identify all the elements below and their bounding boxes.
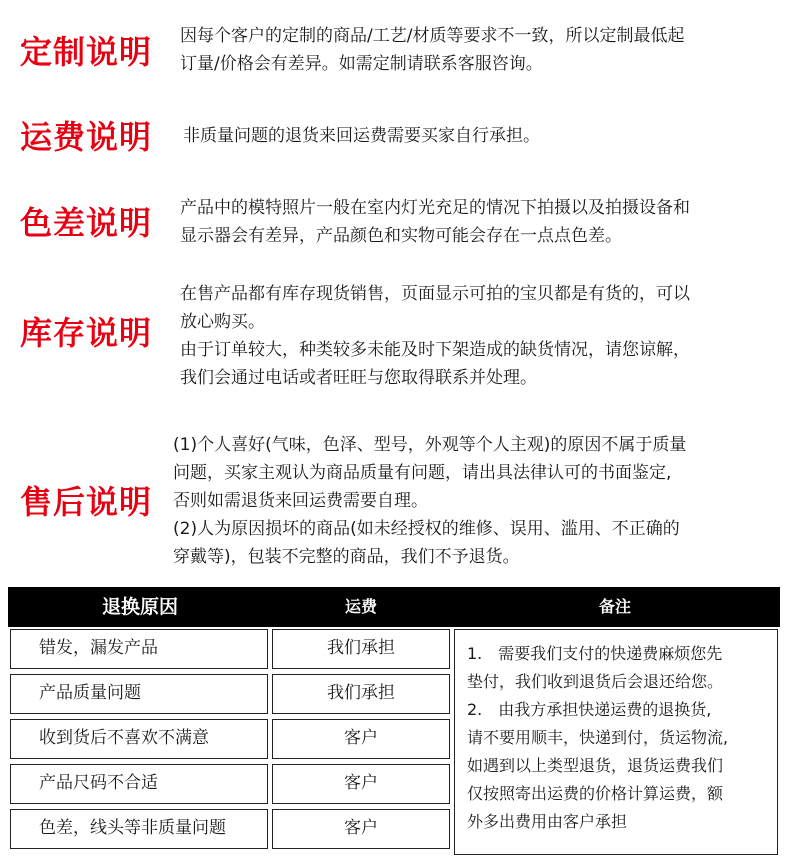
reason-cell: 色差，线头等非质量问题 <box>10 809 268 849</box>
table-row <box>8 809 450 853</box>
table-header <box>8 587 780 627</box>
section-text-stock <box>180 280 690 392</box>
text-line: 在售产品都有库存现货销售，页面显示可拍的宝贝都是有货的，可以 <box>180 284 690 304</box>
section-title-shipping: 运费说明 <box>20 118 153 156</box>
section-title-aftersale: 售后说明 <box>20 483 153 521</box>
reason-cell: 错发，漏发产品 <box>10 629 268 669</box>
section-text-custom <box>180 22 684 78</box>
section-text-aftersale <box>173 431 686 571</box>
section-title-custom: 定制说明 <box>20 33 153 71</box>
fee-cell: 客户 <box>272 809 450 849</box>
text-line: 问题，买家主观认为商品质量有问题，请出具法律认可的书面鉴定, <box>173 463 672 483</box>
note-line: 仅按照寄出运费的价格计算运费，额 <box>467 784 724 803</box>
text-line: 穿戴等)，包装不完整的商品，我们不予退货。 <box>173 547 520 567</box>
fee-cell: 我们承担 <box>272 629 450 669</box>
section-text-color <box>180 194 690 250</box>
fee-cell: 我们承担 <box>272 674 450 714</box>
table-row <box>8 629 450 673</box>
note-line: 请不要用顺丰，快递到付，货运物流, <box>467 728 729 747</box>
header-fee: 运费 <box>344 597 377 616</box>
text-line: 非质量问题的退货来回运费需要买家自行承担。 <box>183 126 540 146</box>
fee-cell: 客户 <box>272 719 450 759</box>
table-row <box>8 674 450 718</box>
note-line: 外多出费用由客户承担 <box>467 812 628 831</box>
text-line: (1)个人喜好(气味，色泽、型号，外观等个人主观)的原因不属于质量 <box>173 435 687 455</box>
header-reason: 退换原因 <box>101 596 178 618</box>
text-line: (2)人为原因损坏的商品(如未经授权的维修、误用、滥用、不正确的 <box>173 519 680 539</box>
table-row <box>8 719 450 763</box>
note-line: 1. 需要我们支付的快递费麻烦您先 <box>467 644 723 663</box>
text-line: 否则如需退货来回运费需要自理。 <box>173 491 428 511</box>
reason-cell: 产品尺码不合适 <box>10 764 268 804</box>
return-policy-table <box>8 587 780 857</box>
notes-cell <box>454 629 778 855</box>
reason-cell: 收到货后不喜欢不满意 <box>10 719 268 759</box>
table-row <box>8 764 450 808</box>
note-line: 2. 由我方承担快递运费的退换货, <box>467 700 712 719</box>
header-notes: 备注 <box>598 597 631 616</box>
text-line: 产品中的模特照片一般在室内灯光充足的情况下拍摄以及拍摄设备和 <box>180 198 690 218</box>
text-line: 因每个客户的定制的商品/工艺/材质等要求不一致，所以定制最低起 <box>180 26 685 46</box>
text-line: 我们会通过电话或者旺旺与您取得联系并处理。 <box>180 368 537 388</box>
section-title-stock: 库存说明 <box>20 314 153 352</box>
section-text-shipping <box>183 122 540 150</box>
section-title-color: 色差说明 <box>20 204 153 242</box>
fee-cell: 客户 <box>272 764 450 804</box>
text-line: 显示器会有差异，产品颜色和实物可能会存在一点点色差。 <box>180 226 622 246</box>
text-line: 由于订单较大，种类较多未能及时下架造成的缺货情况，请您谅解， <box>180 340 690 360</box>
note-line: 如遇到以上类型退货，退货运费我们 <box>467 756 724 775</box>
reason-cell: 产品质量问题 <box>10 674 268 714</box>
note-line: 垫付，我们收到退货后会退还给您。 <box>467 672 724 691</box>
text-line: 订量/价格会有差异。如需定制请联系客服咨询。 <box>180 54 543 74</box>
text-line: 放心购买。 <box>180 312 265 332</box>
